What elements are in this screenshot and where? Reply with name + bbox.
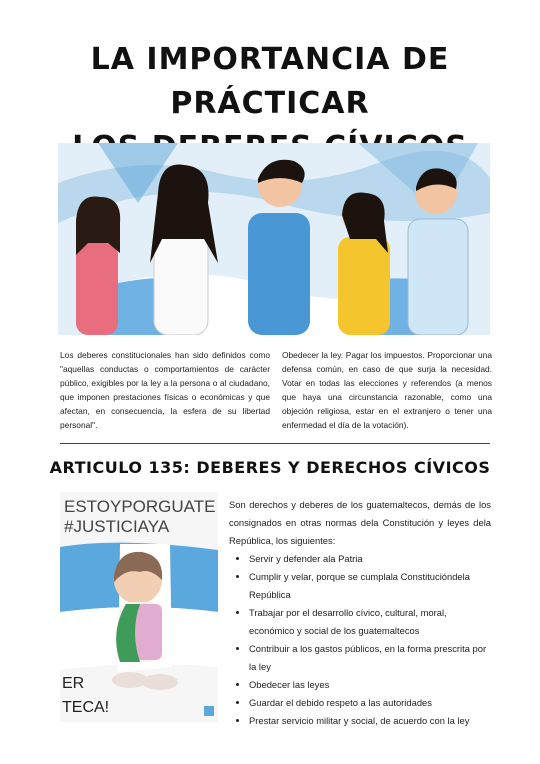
poster-line1: ESTOYPORGUATE (64, 497, 216, 516)
hero-illustration (58, 143, 490, 335)
article-list (229, 550, 491, 730)
badge-icon (204, 706, 214, 716)
section-divider (60, 443, 490, 444)
poster-illustration-icon (60, 492, 218, 722)
poster-bottom-text2: TECA! (62, 699, 110, 716)
section-title: ARTICULO 135: DEBERES Y DERECHOS CÍVICOS (49, 458, 491, 477)
youths-with-flag-icon (58, 143, 490, 335)
intro-left-paragraph: Los deberes constitucionales han sido definidos como "aquellas conductas o comportamientos de carácter público, exigibles por la ley a la persona o al ciudadano, que imponen prestaciones físicas o económicas y que afectan, en consecuencia, la esfera de su libertad personal". (60, 350, 270, 430)
intro-right-paragraph: Obedecer la ley. Pagar los impuestos. Proporcionar una defensa común, en caso de que surja la necesidad. Votar en todas las elecciones y referendos (a menos que haya una circunstancia razonable, como una objeción religiosa, estar en el extranjero o tener una enfermedad el día de la votación). (282, 350, 492, 430)
list-item: • Obedecer las leyes (249, 676, 491, 694)
article-intro: Son derechos y deberes de los guatemaltecos, demás de los consignados en otras normas dela Constitución y leyes dela República, los siguientes: (229, 499, 491, 546)
list-item: • Contribuir a los gastos públicos, en la forma prescrita por la ley (249, 640, 491, 676)
poster-line2: #JUSTICIAYA (64, 517, 170, 536)
article-135-text (229, 496, 491, 730)
list-item: • Guardar el debido respeto a las autoridades (249, 694, 491, 712)
list-item: • Trabajar por el desarrollo cívico, cultural, moral, económico y social de los guatemaltecos (249, 604, 491, 640)
list-item: • Servir y defender ala Patria (249, 550, 491, 568)
intro-columns (60, 348, 492, 432)
page-title-line1: LA IMPORTANCIA DE PRÁCTICAR (90, 42, 450, 121)
campaign-poster (60, 492, 218, 722)
poster-bottom-text1: ER (62, 675, 85, 692)
list-item: • Prestar servicio militar y social, de acuerdo con la ley (249, 712, 491, 730)
list-item: • Cumplir y velar, porque se cumplala Constitucióndela República (249, 568, 491, 604)
